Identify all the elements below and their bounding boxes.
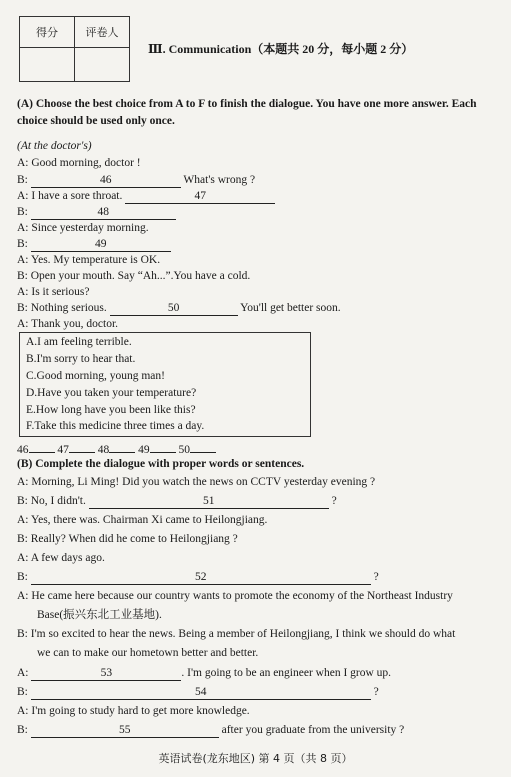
answer-46-label: 46 <box>17 444 29 456</box>
part-b-line-10 <box>17 686 379 700</box>
answer-49-label: 49 <box>138 444 150 456</box>
blank-49[interactable]: 49 <box>31 238 171 252</box>
part-a-instruction: (A) Choose the best choice from A to F to finish the dialogue. You have one more answer. Each choice should be used only once. <box>17 98 477 127</box>
part-b-line-11: A: I'm going to study hard to get more knowledge. <box>17 705 250 717</box>
line-text: B: I'm so excited to hear the news. Being a member of Heilongjiang, I think we should do what <box>17 628 456 640</box>
dialogue-line <box>17 302 341 316</box>
line-text: You'll get better soon. <box>237 302 341 314</box>
line-text: B: <box>17 206 31 218</box>
dialogue-line <box>17 238 171 252</box>
answer-47-label: 47 <box>57 444 69 456</box>
part-b-title: (B) Complete the dialogue with proper words or sentences. <box>17 458 305 470</box>
dialogue-setting: (At the doctor's) <box>17 140 92 152</box>
line-text: A: Yes. My temperature is OK. <box>17 254 161 266</box>
choice-a: A.I am feeling terrible. <box>26 336 132 348</box>
dialogue-line <box>17 157 141 169</box>
line-text: B: <box>17 571 31 583</box>
line-text: ? <box>328 495 337 507</box>
part-b-line-1: A: Morning, Li Ming! Did you watch the news on CCTV yesterday evening ? <box>17 476 376 488</box>
line-text: A: <box>17 667 32 679</box>
answer-48-label: 48 <box>97 444 110 456</box>
line-text: A: Since yesterday morning. <box>17 222 149 234</box>
line-text: Base(振兴东北工业基地). <box>37 609 162 621</box>
line-text: What's wrong ? <box>180 174 256 186</box>
line-text: ? <box>370 571 379 583</box>
blank-51[interactable]: 51 <box>89 495 329 509</box>
line-text: B: Nothing serious. <box>17 302 110 314</box>
blank-53[interactable]: 53 <box>31 667 181 681</box>
line-text: A: Is it serious? <box>17 286 90 298</box>
dialogue-line <box>17 286 90 298</box>
line-text: B: <box>17 238 31 250</box>
dialogue-line <box>17 318 118 330</box>
answer-line <box>17 439 216 456</box>
line-text: A: He came here because our country wants to promote the economy of the Northeast Industry <box>17 590 453 602</box>
line-text: A: I have a sore throat. <box>17 190 126 202</box>
choice-b: B.I'm sorry to hear that. <box>26 353 136 365</box>
dialogue-line <box>17 254 160 266</box>
choice-c: C.Good morning, young man! <box>26 370 165 382</box>
section-title: Ⅲ. Communication（本题共 20 分，每小题 2 分） <box>148 42 414 56</box>
part-b-line-3: A: Yes, there was. Chairman Xi came to Heilongjiang. <box>17 514 268 526</box>
line-text: B: <box>17 174 31 186</box>
line-text: A: Thank you, doctor. <box>17 318 119 330</box>
choice-f: F.Take this medicine three times a day. <box>26 420 205 432</box>
line-text: after you graduate from the university ? <box>218 724 405 736</box>
answer-50-label: 50 <box>178 444 190 456</box>
answer-50-blank[interactable] <box>190 439 216 453</box>
line-text: A: Good morning, doctor ! <box>17 157 141 169</box>
line-text: we can to make our hometown better and better. <box>37 647 259 659</box>
line-text: B: No, I didn't. <box>17 495 89 507</box>
score-cell <box>20 48 75 82</box>
part-b-line-2 <box>17 495 337 509</box>
blank-50[interactable]: 50 <box>110 302 238 316</box>
part-b-line-4: B: Really? When did he come to Heilongjiang ? <box>17 533 238 545</box>
part-b-line-7 <box>17 587 505 625</box>
dialogue-line <box>17 190 275 204</box>
part-b-line-8 <box>17 625 505 663</box>
line-text: . I'm going to be an engineer when I grow up. <box>181 667 392 679</box>
choice-d: D.Have you taken your temperature? <box>26 387 197 399</box>
answer-46-blank[interactable] <box>29 439 55 453</box>
answer-47-blank[interactable] <box>69 439 95 453</box>
dialogue-line <box>17 206 176 220</box>
part-b-line-6 <box>17 571 379 585</box>
grader-header: 评卷人 <box>75 17 130 48</box>
blank-48[interactable]: 48 <box>31 206 176 220</box>
blank-52[interactable]: 52 <box>31 571 371 585</box>
answer-48-blank[interactable] <box>109 439 135 453</box>
dialogue-line <box>17 174 255 188</box>
page-footer: 英语试卷(龙东地区) 第 4 页（共 8 页） <box>158 752 353 765</box>
answer-49-blank[interactable] <box>150 439 176 453</box>
line-text: ? <box>370 686 379 698</box>
line-text: B: <box>17 686 31 698</box>
part-b-line-12 <box>17 724 404 738</box>
score-header: 得分 <box>20 17 75 48</box>
score-table <box>19 16 130 82</box>
choice-e: E.How long have you been like this? <box>26 404 196 416</box>
blank-47[interactable]: 47 <box>125 190 275 204</box>
dialogue-line <box>17 222 149 234</box>
blank-54[interactable]: 54 <box>31 686 371 700</box>
line-text: B: Open your mouth. Say “Ah...”.You have a cold. <box>17 270 251 282</box>
part-b-line-5: A: A few days ago. <box>17 552 105 564</box>
line-text: B: <box>17 724 31 736</box>
dialogue-line <box>17 270 250 282</box>
part-b-line-9 <box>17 667 391 681</box>
choices-box <box>19 332 311 437</box>
blank-55[interactable]: 55 <box>31 724 219 738</box>
grader-cell <box>75 48 130 82</box>
blank-46[interactable]: 46 <box>31 174 181 188</box>
